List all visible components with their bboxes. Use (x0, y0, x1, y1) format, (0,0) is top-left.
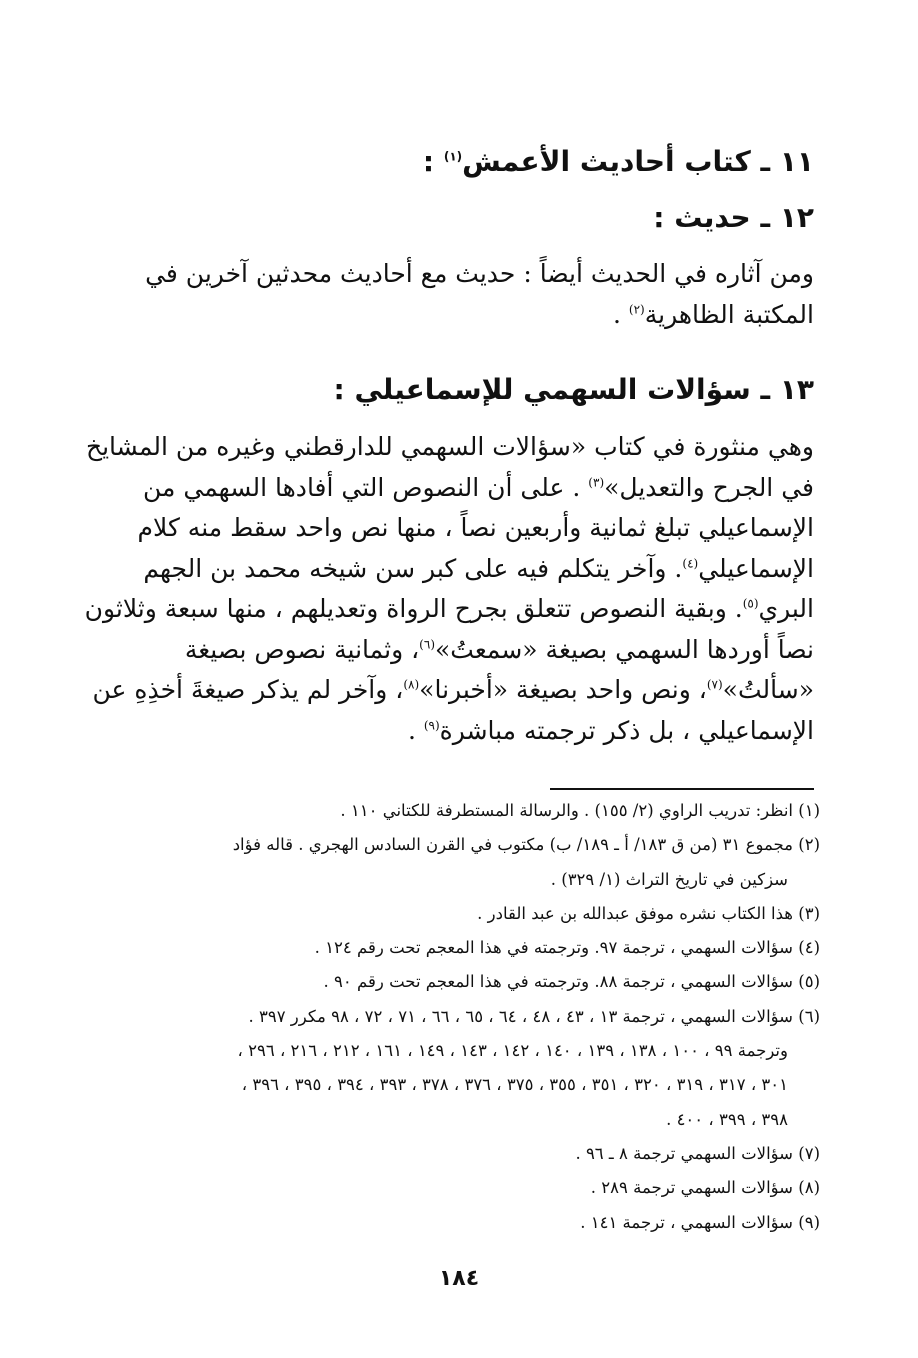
footnote-separator (550, 788, 814, 790)
paragraph-line: وهي منثورة في كتاب «سؤالات السهمي للدارقطني وغيره من المشايخ (85, 432, 814, 461)
footnote-6-continued: ٣٩٨ ، ٣٩٩ ، ٤٠٠ . (666, 1109, 788, 1129)
paragraph-line: في الجرح والتعديل»$^{(٣)}$ . على أن النصوص التي أفادها السهمي من (143, 472, 814, 502)
footnote-6-continued: وترجمة ٩٩ ، ١٠٠ ، ١٣٨ ، ١٣٩ ، ١٤٠ ، ١٤٢ ، ١٤٣ ، ١٤٩ ، ١٦١ ، ٢١٢ ، ٢١٦ ، ٢٩٦ ، (237, 1041, 788, 1061)
footnote-6-continued: ٣٠١ ، ٣١٧ ، ٣١٩ ، ٣٢٠ ، ٣٥١ ، ٣٥٥ ، ٣٧٥ ، ٣٧٦ ، ٣٧٨ ، ٣٩٣ ، ٣٩٤ ، ٣٩٥ ، ٣٩٦ ، (241, 1075, 788, 1095)
footnote-8: (٨) سؤالات السهمي ترجمة ٢٨٩ . (590, 1178, 820, 1198)
paragraph-line: الإسماعيلي$^{(٤)}$. وآخر يتكلم فيه على كبر سن شيخه محمد بن الجهم (143, 553, 814, 583)
footnote-2: (٢) مجموع ٣١ (من ق ١٨٣/ أ ـ ١٨٩/ ب) مكتوب في القرن السادس الهجري . قاله فؤاد (232, 835, 820, 855)
page-number: ١٨٤ (438, 1266, 480, 1291)
footnote-6: (٦) سؤالات السهمي ، ترجمة ١٣ ، ٤٣ ، ٤٨ ، ٦٤ ، ٦٥ ، ٦٦ ، ٧١ ، ٧٢ ، ٩٨ مكرر ٣٩٧ . (248, 1006, 820, 1026)
heading-13: ١٣ ـ سؤالات السهمي للإسماعيلي : (333, 373, 814, 406)
footnote-2-continued: سزكين في تاريخ التراث (١/ ٣٢٩) . (550, 869, 788, 889)
paragraph-line: الإسماعيلي ، بل ذكر ترجمته مباشرة$^{(٩)}$ . (407, 715, 814, 745)
footnote-9: (٩) سؤالات السهمي ، ترجمة ١٤١ . (580, 1212, 820, 1232)
paragraph-1 (102, 254, 814, 335)
heading-11: ١١ ـ كتاب أحاديث الأعمش$^{(١)}$ : (422, 145, 814, 178)
paragraph-line: الإسماعيلي تبلغ ثمانية وأربعين نصاً ، منها نص واحد سقط منه كلام (137, 513, 814, 542)
paragraph-line: ومن آثاره في الحديث أيضاً : حديث مع أحاديث محدثين آخرين في (145, 259, 814, 288)
footnote-1: (١) انظر: تدريب الراوي (٢/ ١٥٥) . والرسالة المستطرفة للكتاني ١١٠ . (340, 801, 820, 820)
paragraph-line: نصاً أوردها السهمي بصيغة «سمعتُ»$^{(٦)}$، وثمانية نصوص بصيغة (184, 634, 814, 664)
paragraph-line: «سألتُ»$^{(٧)}$، ونص واحد بصيغة «أخبرنا»$^{(٨)}$، وآخر لم يذكر صيغةَ أخذِهِ عن (92, 675, 814, 704)
paragraph-line: المكتبة الظاهرية$^{(٢)}$ . (612, 299, 814, 329)
paragraph-2 (84, 427, 814, 751)
heading-12: ١٢ ـ حديث : (653, 201, 814, 234)
footnotes (100, 794, 820, 1240)
footnote-7: (٧) سؤالات السهمي ترجمة ٨ ـ ٩٦ . (575, 1143, 820, 1163)
footnote-4: (٤) سؤالات السهمي ، ترجمة ٩٧. وترجمته في هذا المعجم تحت رقم ١٢٤ . (314, 938, 820, 958)
footnote-5: (٥) سؤالات السهمي ، ترجمة ٨٨. وترجمته في هذا المعجم تحت رقم ٩٠ . (323, 972, 820, 992)
footnote-3: (٣) هذا الكتاب نشره موفق عبدالله بن عبد القادر . (477, 903, 820, 923)
paragraph-line: البري$^{(٥)}$. وبقية النصوص تتعلق بجرح الرواة وتعديلهم ، منها سبعة وثلاثون (84, 594, 814, 623)
